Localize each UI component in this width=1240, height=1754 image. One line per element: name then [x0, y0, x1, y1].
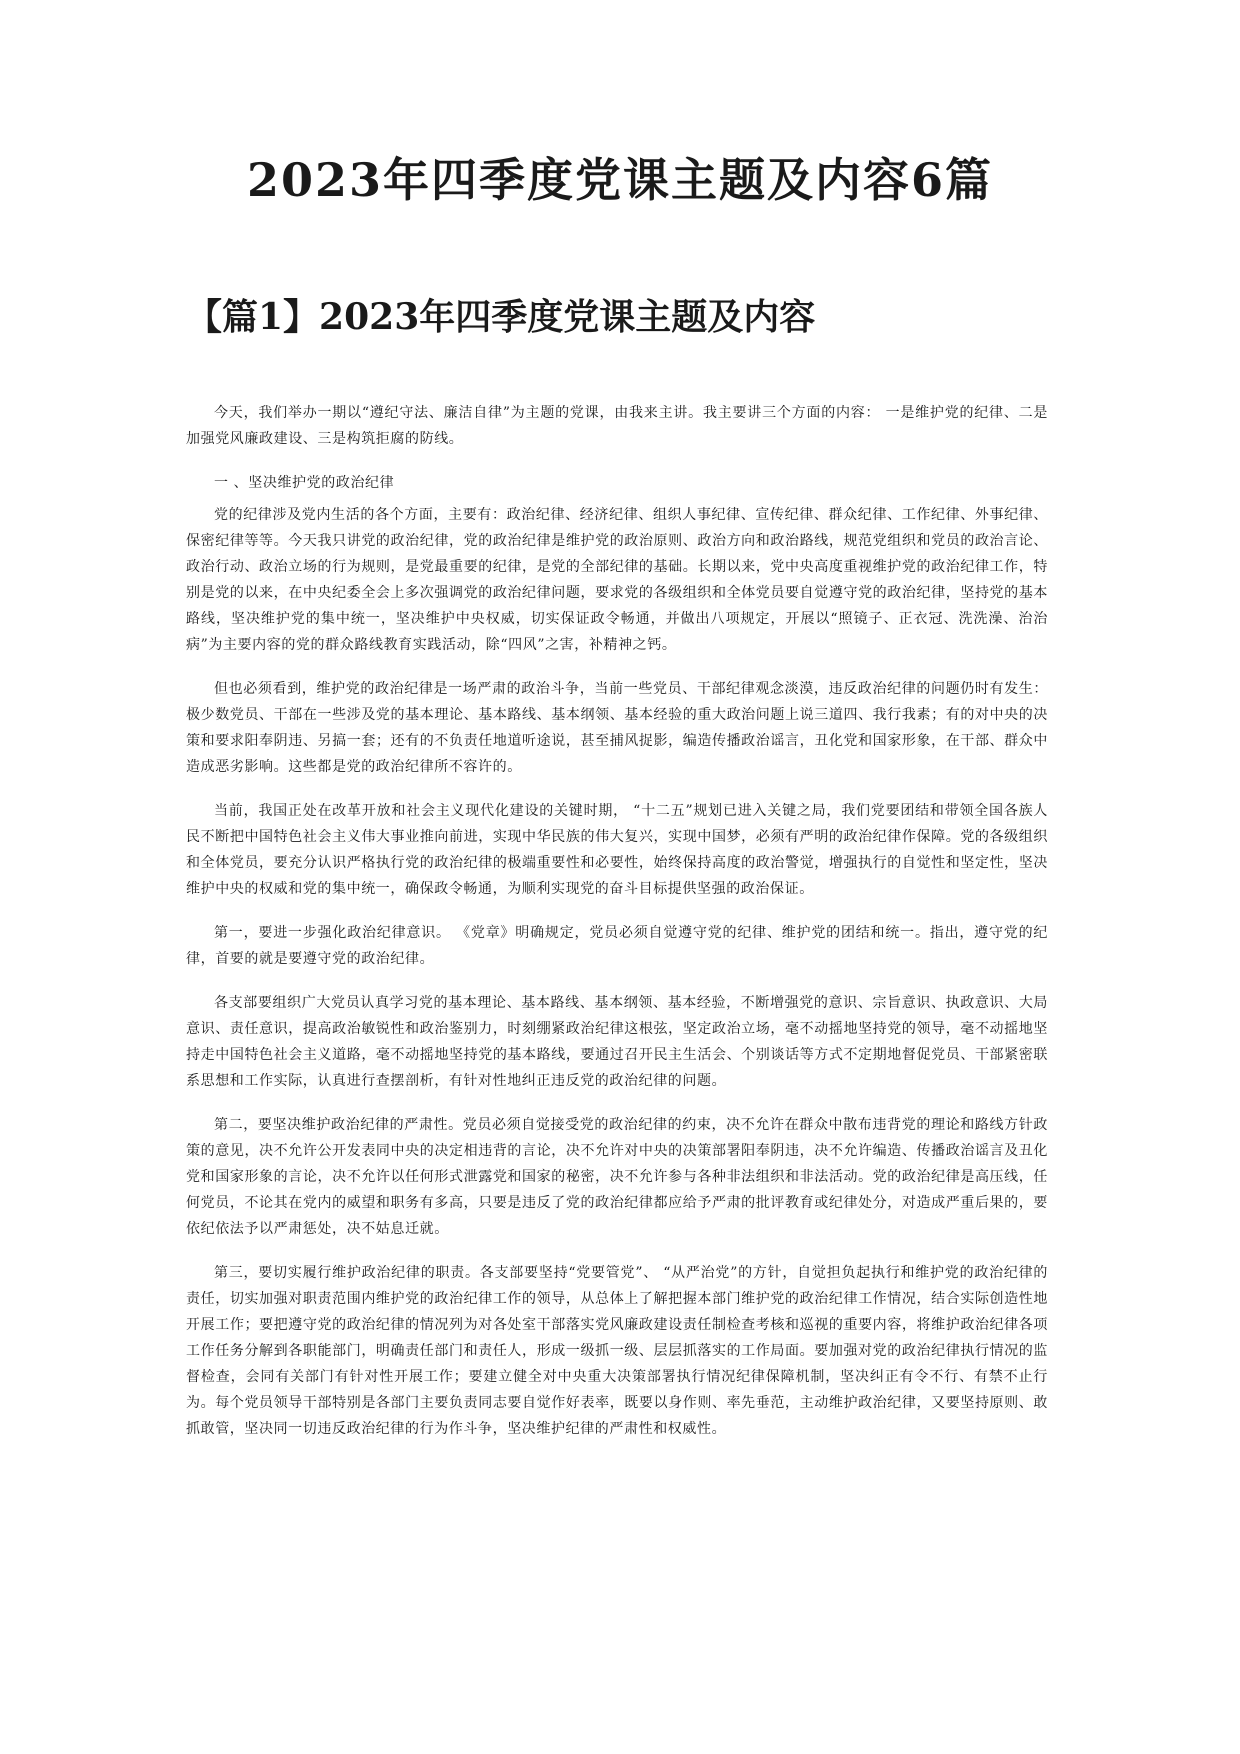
section-heading: 【篇1】2023年四季度党课主题及内容 — [186, 296, 816, 338]
paragraph-discipline-overview: 党的纪律涉及党内生活的各个方面，主要有：政治纪律、经济纪律、组织人事纪律、宣传纪律、群众纪律、工作纪律、外事纪律、保密纪律等等。今天我只讲党的政治纪律，党的政治纪律是维护党的政治原则、政治方向和政治路线，规范党组织和党员的政治言论、政治行动、政治立场的行为规则，是党最重要的纪律，是党的全部纪律的基础。长期以来，党中央高度重视维护党的政治纪律工作，特别是党的以来，在中央纪委全会上多次强调党的政治纪律问题，要求党的各级组织和全体党员要自觉遵守党的政治纪律，坚持党的基本路线，坚决维护党的集中统一，坚决维护中央权威，切实保证政令畅通，并做出八项规定，开展以“照镜子、正衣冠、洗洗澡、治治病”为主要内容的党的群众路线教育实践活动，除“四风”之害，补精神之钙。 — [186, 507, 1048, 653]
paragraph-current-problems: 但也必须看到，维护党的政治纪律是一场严肃的政治斗争，当前一些党员、干部纪律观念淡漠，违反政治纪律的问题仍时有发生：极少数党员、干部在一些涉及党的基本理论、基本路线、基本纲领、基本经验的重大政治问题上说三道四、我行我素；有的对中央的决策和要求阳奉阴违、另搞一套；还有的不负责任地道听途说，甚至捕风捉影，编造传播政治谣言，丑化党和国家形象，在干部、群众中造成恶劣影响。这些都是党的政治纪律所不容许的。 — [186, 681, 1048, 775]
subheading-political-discipline: 一 、坚决维护党的政治纪律 — [214, 475, 395, 491]
paragraph-intro: 今天，我们举办一期以“遵纪守法、廉洁自律”为主题的党课，由我来主讲。我主要讲三个方面的内容： 一是维护党的纪律、二是加强党风廉政建设、三是构筑拒腐的防线。 — [186, 405, 1048, 447]
paragraph-third-point: 第三，要切实履行维护政治纪律的职责。各支部要坚持“党要管党”、 “从严治党”的方针，自觉担负起执行和维护党的政治纪律的责任，切实加强对职责范围内维护党的政治纪律工作的领导，从总体上了解把握本部门维护党的政治纪律工作情况，结合实际创造性地开展工作；要把遵守党的政治纪律的情况列为对各处室干部落实党风廉政建设责任制检查考核和巡视的重要内容，将维护政治纪律各项工作任务分解到各职能部门，明确责任部门和责任人，形成一级抓一级、层层抓落实的工作局面。要加强对党的政治纪律执行情况的监督检查，会同有关部门有针对性开展工作；要建立健全对中央重大决策部署执行情况纪律保障机制，坚决纠正有令不行、有禁不止行为。每个党员领导干部特别是各部门主要负责同志要自觉作好表率，既要以身作则、率先垂范，主动维护政治纪律，又要坚持原则、敢抓敢管，坚决同一切违反政治纪律的行为作斗争，坚决维护纪律的严肃性和权威性。 — [186, 1265, 1048, 1437]
paragraph-first-point: 第一，要进一步强化政治纪律意识。 《党章》明确规定，党员必须自觉遵守党的纪律、维护党的团结和统一。指出，遵守党的纪律，首要的就是要遵守党的政治纪律。 — [186, 925, 1048, 967]
paragraph-second-point: 第二，要坚决维护政治纪律的严肃性。党员必须自觉接受党的政治纪律的约束，决不允许在群众中散布违背党的理论和路线方针政策的意见，决不允许公开发表同中央的决定相违背的言论，决不允许对中央的决策部署阳奉阴违，决不允许编造、传播政治谣言及丑化党和国家形象的言论，决不允许以任何形式泄露党和国家的秘密，决不允许参与各种非法组织和非法活动。党的政治纪律是高压线，任何党员，不论其在党内的威望和职务有多高，只要是违反了党的政治纪律都应给予严肃的批评教育或纪律处分，对造成严重后果的，要依纪依法予以严肃惩处，决不姑息迁就。 — [186, 1117, 1048, 1237]
paragraph-branch-study: 各支部要组织广大党员认真学习党的基本理论、基本路线、基本纲领、基本经验，不断增强党的意识、宗旨意识、执政意识、大局意识、责任意识，提高政治敏锐性和政治鉴别力，时刻绷紧政治纪律这根弦，坚定政治立场，毫不动摇地坚持党的领导，毫不动摇地坚持走中国特色社会主义道路，毫不动摇地坚持党的基本路线，要通过召开民主生活会、个别谈话等方式不定期地督促党员、干部紧密联系思想和工作实际，认真进行查摆剖析，有针对性地纠正违反党的政治纪律的问题。 — [186, 995, 1048, 1089]
document-title: 2023年四季度党课主题及内容6篇 — [246, 153, 994, 207]
document-body — [186, 400, 1048, 1442]
paragraph-current-period: 当前，我国正处在改革开放和社会主义现代化建设的关键时期， “十二五”规划已进入关键之局，我们党要团结和带领全国各族人民不断把中国特色社会主义伟大事业推向前进，实现中华民族的伟大复兴，实现中国梦，必须有严明的政治纪律作保障。党的各级组织和全体党员，要充分认识严格执行党的政治纪律的极端重要性和必要性，始终保持高度的政治警觉，增强执行的自觉性和坚定性，坚决维护中央的权威和党的集中统一，确保政令畅通，为顺利实现党的奋斗目标提供坚强的政治保证。 — [186, 803, 1048, 897]
